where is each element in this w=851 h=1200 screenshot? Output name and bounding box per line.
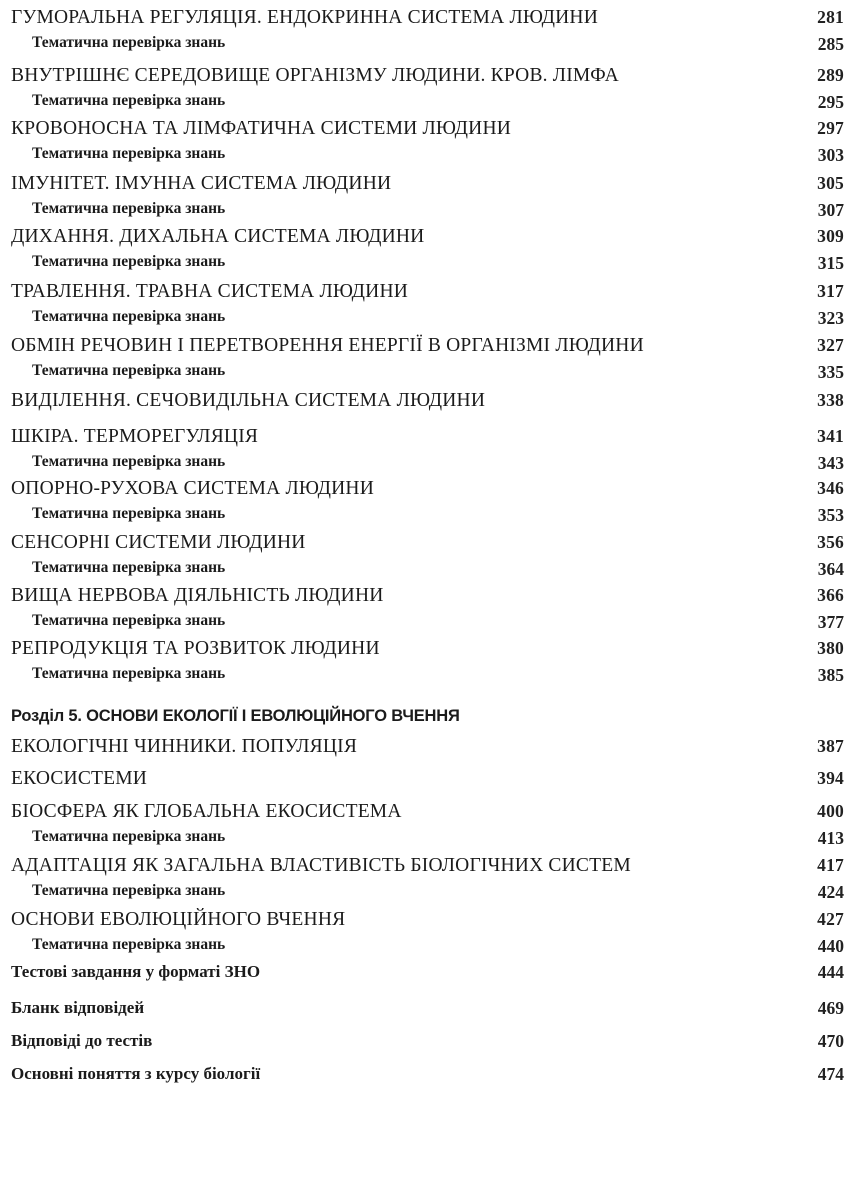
chapter-entry-title: ВИЩА НЕРВОВА ДІЯЛЬНІСТЬ ЛЮДИНИ (11, 585, 384, 606)
chapter-entry-page-number: 305 (817, 173, 844, 193)
chapter-entry-page-number: 366 (817, 585, 844, 605)
knowledge-check-entry-page-number: 295 (817, 92, 844, 112)
knowledge-check-entry-title: Тематична перевірка знань (32, 559, 226, 576)
knowledge-check-entry-title: Тематична перевірка знань (32, 665, 226, 682)
knowledge-check-entry-title: Тематична перевірка знань (32, 882, 226, 899)
chapter-entry-page-number: 356 (817, 532, 844, 552)
chapter-entry-page-number: 281 (817, 7, 844, 27)
knowledge-check-entry-title: Тематична перевірка знань (32, 453, 226, 470)
appendix-entry-page-number: 469 (817, 998, 844, 1018)
chapter-entry-page-number: 417 (817, 855, 844, 875)
section-heading-title: Розділ 5. ОСНОВИ ЕКОЛОГІЇ І ЕВОЛЮЦІЙНОГО ВЧЕННЯ (11, 707, 460, 725)
knowledge-check-entry-page-number: 285 (817, 34, 844, 54)
knowledge-check-entry-page-number: 377 (817, 612, 844, 632)
chapter-entry-title: АДАПТАЦІЯ ЯК ЗАГАЛЬНА ВЛАСТИВІСТЬ БІОЛОГІЧНИХ СИСТЕМ (11, 855, 631, 876)
chapter-entry-title: ЕКОСИСТЕМИ (11, 768, 148, 789)
chapter-entry-page-number: 400 (817, 801, 844, 821)
chapter-entry-title: ОПОРНО-РУХОВА СИСТЕМА ЛЮДИНИ (11, 478, 374, 499)
appendix-entry-title: Бланк відповідей (11, 998, 145, 1017)
appendix-entry-title: Основні поняття з курсу біології (11, 1064, 261, 1083)
chapter-entry-title: КРОВОНОСНА ТА ЛІМФАТИЧНА СИСТЕМИ ЛЮДИНИ (11, 118, 512, 139)
chapter-entry-title: СЕНСОРНІ СИСТЕМИ ЛЮДИНИ (11, 532, 306, 553)
chapter-entry-title: ШКІРА. ТЕРМОРЕГУЛЯЦІЯ (11, 426, 259, 447)
chapter-entry-page-number: 427 (817, 909, 844, 929)
chapter-entry-title: ВИДІЛЕННЯ. СЕЧОВИДІЛЬНА СИСТЕМА ЛЮДИНИ (11, 390, 486, 411)
chapter-entry-page-number: 341 (817, 426, 844, 446)
chapter-entry-title: ТРАВЛЕННЯ. ТРАВНА СИСТЕМА ЛЮДИНИ (11, 281, 409, 302)
knowledge-check-entry-title: Тематична перевірка знань (32, 308, 226, 325)
appendix-entry-page-number: 474 (817, 1064, 844, 1084)
knowledge-check-entry-page-number: 307 (817, 200, 844, 220)
appendix-entry-page-number: 470 (817, 1031, 844, 1051)
knowledge-check-entry-title: Тематична перевірка знань (32, 828, 226, 845)
chapter-entry-page-number: 346 (817, 478, 844, 498)
chapter-entry-title: ОБМІН РЕЧОВИН І ПЕРЕТВОРЕННЯ ЕНЕРГІЇ В ОРГАНІЗМІ ЛЮДИНИ (11, 335, 644, 356)
knowledge-check-entry-title: Тематична перевірка знань (32, 200, 226, 217)
chapter-entry-page-number: 380 (817, 638, 844, 658)
knowledge-check-entry-page-number: 364 (817, 559, 844, 579)
chapter-entry-title: ЕКОЛОГІЧНІ ЧИННИКИ. ПОПУЛЯЦІЯ (11, 736, 358, 757)
knowledge-check-entry-page-number: 343 (817, 453, 844, 473)
knowledge-check-entry-title: Тематична перевірка знань (32, 92, 226, 109)
knowledge-check-entry-page-number: 385 (817, 665, 844, 685)
chapter-entry-title: ІМУНІТЕТ. ІМУННА СИСТЕМА ЛЮДИНИ (11, 173, 392, 194)
knowledge-check-entry-title: Тематична перевірка знань (32, 145, 226, 162)
knowledge-check-entry-page-number: 315 (817, 253, 844, 273)
chapter-entry-page-number: 327 (817, 335, 844, 355)
appendix-entry-title: Тестові завдання у форматі ЗНО (11, 962, 261, 981)
knowledge-check-entry-page-number: 413 (817, 828, 844, 848)
chapter-entry-title: ОСНОВИ ЕВОЛЮЦІЙНОГО ВЧЕННЯ (11, 909, 346, 930)
chapter-entry-page-number: 387 (817, 736, 844, 756)
knowledge-check-entry-page-number: 303 (817, 145, 844, 165)
knowledge-check-entry-title: Тематична перевірка знань (32, 612, 226, 629)
chapter-entry-page-number: 309 (817, 226, 844, 246)
chapter-entry-title: ГУМОРАЛЬНА РЕГУЛЯЦІЯ. ЕНДОКРИННА СИСТЕМА ЛЮДИНИ (11, 7, 598, 28)
chapter-entry-title: ДИХАННЯ. ДИХАЛЬНА СИСТЕМА ЛЮДИНИ (11, 226, 425, 247)
knowledge-check-entry-title: Тематична перевірка знань (32, 362, 226, 379)
chapter-entry-page-number: 289 (817, 65, 844, 85)
chapter-entry-page-number: 317 (817, 281, 844, 301)
chapter-entry-title: ВНУТРІШНЄ СЕРЕДОВИЩЕ ОРГАНІЗМУ ЛЮДИНИ. КРОВ. ЛІМФА (11, 65, 619, 86)
chapter-entry-title: БІОСФЕРА ЯК ГЛОБАЛЬНА ЕКОСИСТЕМА (11, 801, 402, 822)
knowledge-check-entry-page-number: 440 (817, 936, 844, 956)
chapter-entry-page-number: 394 (817, 768, 844, 788)
chapter-entry-title: РЕПРОДУКЦІЯ ТА РОЗВИТОК ЛЮДИНИ (11, 638, 380, 659)
knowledge-check-entry-title: Тематична перевірка знань (32, 936, 226, 953)
knowledge-check-entry-title: Тематична перевірка знань (32, 34, 226, 51)
knowledge-check-entry-title: Тематична перевірка знань (32, 253, 226, 270)
appendix-entry-page-number: 444 (817, 962, 844, 982)
chapter-entry-page-number: 297 (817, 118, 844, 138)
knowledge-check-entry-page-number: 323 (817, 308, 844, 328)
chapter-entry-page-number: 338 (817, 390, 844, 410)
appendix-entry-title: Відповіді до тестів (11, 1031, 153, 1050)
knowledge-check-entry-title: Тематична перевірка знань (32, 505, 226, 522)
knowledge-check-entry-page-number: 353 (817, 505, 844, 525)
knowledge-check-entry-page-number: 335 (817, 362, 844, 382)
knowledge-check-entry-page-number: 424 (817, 882, 844, 902)
